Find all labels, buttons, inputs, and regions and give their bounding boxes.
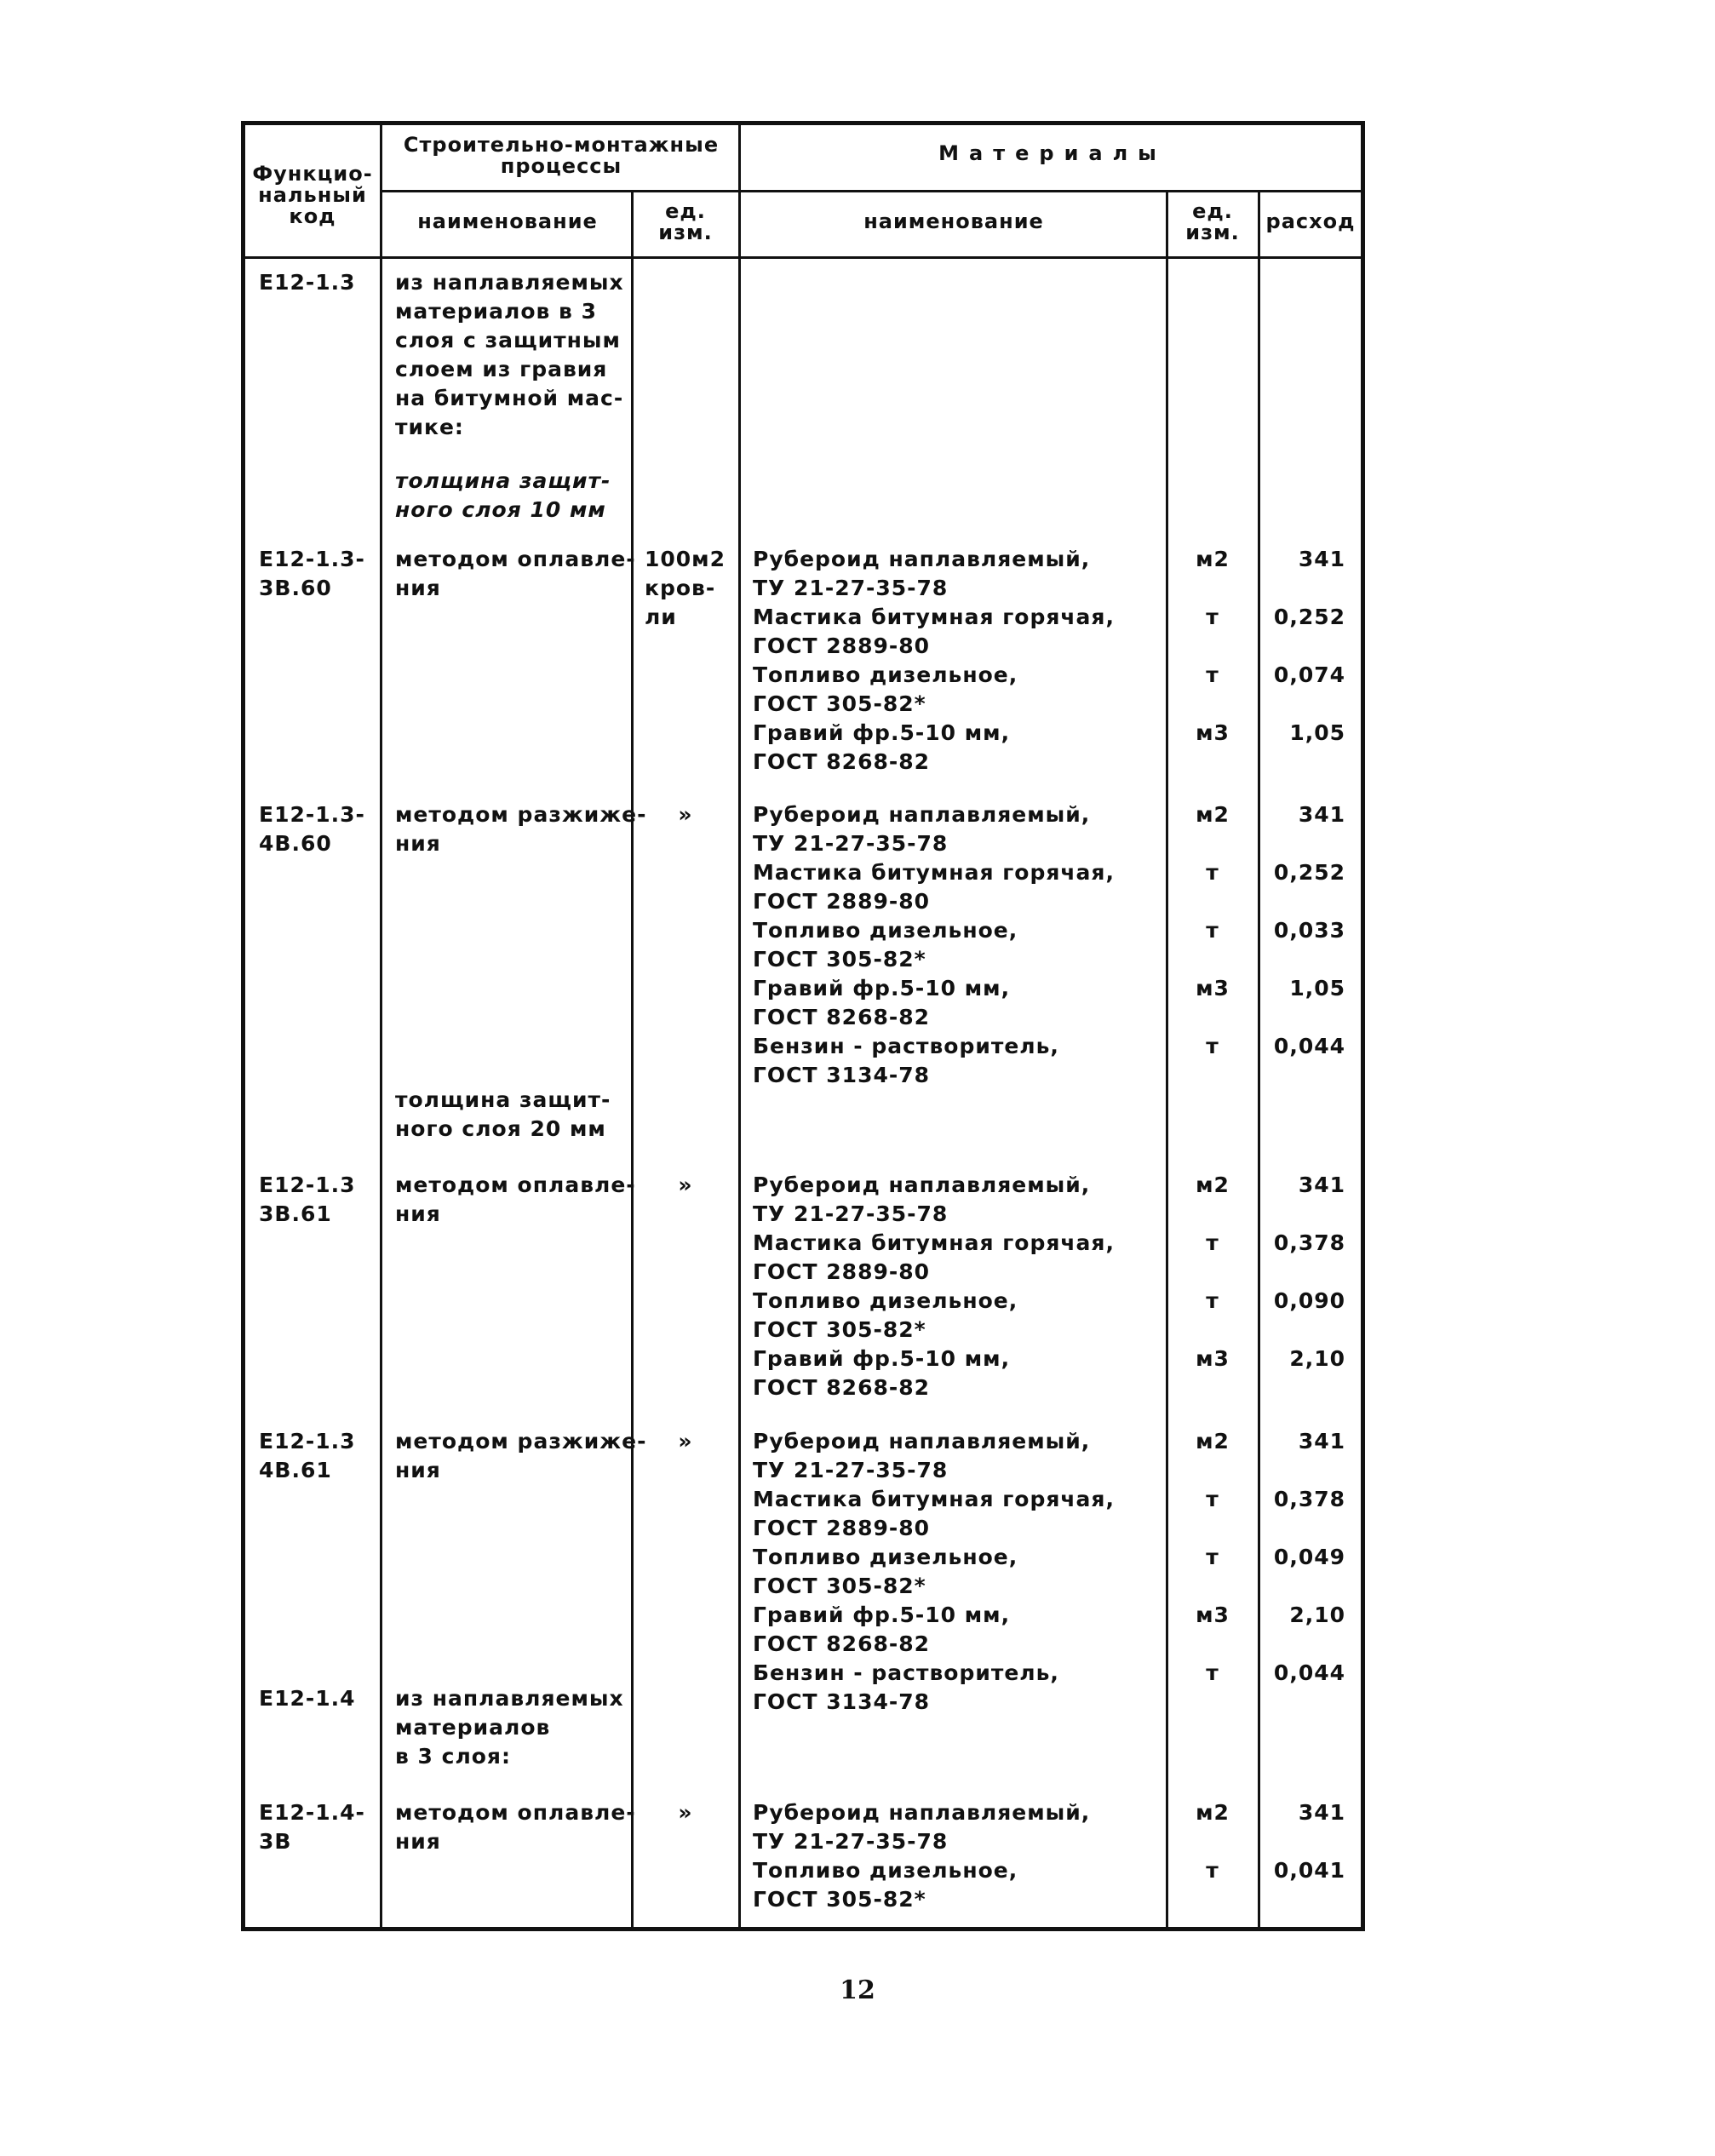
- material-unit: м3: [1196, 976, 1230, 1001]
- material-qty: 341: [1298, 1173, 1345, 1197]
- row-process: методом разжиже- ния: [395, 1429, 647, 1482]
- material-qty: 341: [1298, 1429, 1345, 1454]
- material-unit: м2: [1196, 1173, 1230, 1197]
- page-number: 12: [840, 1975, 875, 2005]
- material-name: Рубероид наплавляемый, ТУ 21-27-35-78: [753, 547, 1091, 600]
- row-process: из наплавляемых материалов в 3 слоя с защитным слоем из гравия на битумной мас- тике:: [395, 270, 624, 439]
- material-name: Топливо дизельное, ГОСТ 305-82*: [753, 1545, 1018, 1598]
- material-qty: 0,074: [1273, 662, 1345, 687]
- material-unit: т: [1206, 1034, 1219, 1058]
- material-qty: 341: [1298, 1800, 1345, 1825]
- material-name: Рубероид наплавляемый, ТУ 21-27-35-78: [753, 802, 1091, 856]
- header-divider: [738, 190, 1362, 192]
- column-divider: [738, 123, 741, 1930]
- material-qty: 0,033: [1273, 918, 1345, 943]
- material-name: Рубероид наплавляемый, ТУ 21-27-35-78: [753, 1429, 1091, 1482]
- material-unit: м3: [1196, 1346, 1230, 1371]
- column-divider: [631, 192, 634, 1930]
- material-qty: 0,049: [1273, 1545, 1345, 1569]
- row-code: Е12-1.3- 3В.60: [259, 547, 365, 600]
- row-unit: 100м2 кров- ли: [645, 547, 726, 629]
- material-name: Топливо дизельное, ГОСТ 305-82*: [753, 1858, 1018, 1912]
- material-name: Гравий фр.5-10 мм, ГОСТ 8268-82: [753, 720, 1011, 774]
- material-unit: т: [1206, 1487, 1219, 1511]
- material-unit: т: [1206, 1288, 1219, 1313]
- material-unit: м2: [1196, 1800, 1230, 1825]
- header-mat-qty: расход: [1265, 209, 1356, 233]
- row-unit: »: [678, 1429, 693, 1454]
- material-name: Мастика битумная горячая, ГОСТ 2889-80: [753, 605, 1115, 658]
- material-name: Рубероид наплавляемый, ТУ 21-27-35-78: [753, 1800, 1091, 1854]
- header-proc-name: наименование: [417, 209, 598, 233]
- row-process: методом оплавле- ния: [395, 547, 636, 600]
- material-unit: т: [1206, 1230, 1219, 1255]
- material-qty: 1,05: [1289, 720, 1345, 745]
- row-process: толщина защит- ного слоя 20 мм: [395, 1087, 611, 1141]
- material-qty: 0,252: [1273, 605, 1345, 629]
- row-code: Е12-1.3: [259, 270, 356, 295]
- header-bottom-rule: [244, 256, 1362, 259]
- row-unit: »: [678, 1173, 693, 1197]
- header-materials: Материалы: [938, 141, 1167, 165]
- material-qty: 0,041: [1273, 1858, 1345, 1883]
- material-qty: 0,378: [1273, 1230, 1345, 1255]
- material-unit: м2: [1196, 1429, 1230, 1454]
- column-divider: [380, 123, 382, 1930]
- row-code: Е12-1.3- 4В.60: [259, 802, 365, 856]
- material-name: Мастика битумная горячая, ГОСТ 2889-80: [753, 1487, 1115, 1540]
- material-unit: т: [1206, 860, 1219, 885]
- row-process: методом оплавле- ния: [395, 1800, 636, 1854]
- material-qty: 341: [1298, 802, 1345, 827]
- material-qty: 0,252: [1273, 860, 1345, 885]
- row-process: из наплавляемых материалов в 3 слоя:: [395, 1686, 624, 1769]
- header-proc-unit: ед. изм.: [658, 199, 713, 244]
- material-qty: 2,10: [1289, 1346, 1345, 1371]
- row-unit: »: [678, 1800, 693, 1825]
- row-process: методом разжиже- ния: [395, 802, 647, 856]
- material-unit: м3: [1196, 1603, 1230, 1627]
- material-qty: 0,044: [1273, 1660, 1345, 1685]
- material-qty: 0,378: [1273, 1487, 1345, 1511]
- material-unit: т: [1206, 1660, 1219, 1685]
- row-code: Е12-1.4- 3В: [259, 1800, 365, 1854]
- material-unit: м2: [1196, 547, 1230, 571]
- material-unit: т: [1206, 1858, 1219, 1883]
- material-qty: 0,090: [1273, 1288, 1345, 1313]
- material-unit: м3: [1196, 720, 1230, 745]
- material-unit: т: [1206, 1545, 1219, 1569]
- material-unit: м2: [1196, 802, 1230, 827]
- material-qty: 341: [1298, 547, 1345, 571]
- material-name: Гравий фр.5-10 мм, ГОСТ 8268-82: [753, 1603, 1011, 1656]
- header-processes: Строительно-монтажные процессы: [403, 133, 720, 178]
- material-qty: 0,044: [1273, 1034, 1345, 1058]
- material-name: Бензин - растворитель, ГОСТ 3134-78: [753, 1660, 1059, 1714]
- material-unit: т: [1206, 605, 1219, 629]
- material-qty: 1,05: [1289, 976, 1345, 1001]
- material-name: Мастика битумная горячая, ГОСТ 2889-80: [753, 1230, 1115, 1284]
- row-process: методом оплавле- ния: [395, 1173, 636, 1226]
- material-name: Рубероид наплавляемый, ТУ 21-27-35-78: [753, 1173, 1091, 1226]
- material-name: Топливо дизельное, ГОСТ 305-82*: [753, 1288, 1018, 1342]
- material-name: Топливо дизельное, ГОСТ 305-82*: [753, 662, 1018, 716]
- material-name: Мастика битумная горячая, ГОСТ 2889-80: [753, 860, 1115, 914]
- material-qty: 2,10: [1289, 1603, 1345, 1627]
- header-divider: [380, 190, 738, 192]
- row-code: Е12-1.3 3В.61: [259, 1173, 356, 1226]
- row-code: Е12-1.4: [259, 1686, 356, 1711]
- header-mat-unit: ед. изм.: [1185, 199, 1240, 244]
- material-unit: т: [1206, 662, 1219, 687]
- material-name: Бензин - растворитель, ГОСТ 3134-78: [753, 1034, 1059, 1087]
- material-name: Гравий фр.5-10 мм, ГОСТ 8268-82: [753, 976, 1011, 1029]
- row-unit: »: [678, 802, 693, 827]
- material-name: Гравий фр.5-10 мм, ГОСТ 8268-82: [753, 1346, 1011, 1400]
- material-unit: т: [1206, 918, 1219, 943]
- header-mat-name: наименование: [863, 209, 1044, 233]
- material-name: Топливо дизельное, ГОСТ 305-82*: [753, 918, 1018, 972]
- row-process: толщина защит- ного слоя 10 мм: [395, 468, 611, 522]
- header-func-code: Функцио- нальный код: [252, 162, 373, 228]
- row-code: Е12-1.3 4В.61: [259, 1429, 356, 1482]
